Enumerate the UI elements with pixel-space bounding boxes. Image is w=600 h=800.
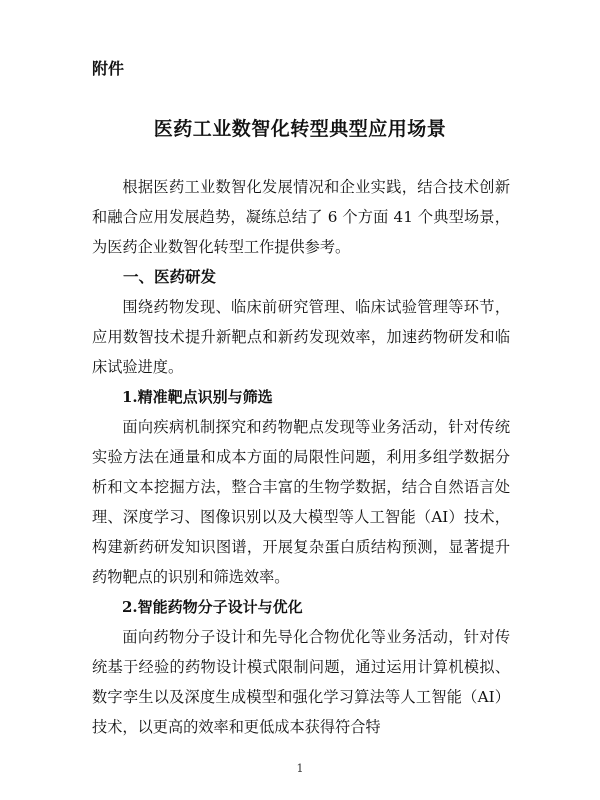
attachment-label: 附件 xyxy=(92,59,125,78)
page-number: 1 xyxy=(296,762,304,775)
intro-paragraph: 根据医药工业数智化发展情况和企业实践，结合技术创新和融合应用发展趋势，凝练总结了 6 个方面 41 个典型场景，为医药企业数智化转型工作提供参考。 xyxy=(92,178,510,256)
item-heading-molecule-design: 2.智能药物分子设计与优化 xyxy=(122,598,303,616)
section-body-research: 围绕药物发现、临床前研究管理、临床试验管理等环节，应用数智技术提升新靶点和新药发现效率，加速药物研发和临床试验进度。 xyxy=(92,298,510,376)
item-heading-target-identification: 1.精准靶点识别与筛选 xyxy=(122,388,273,406)
section-heading-research: 一、医药研发 xyxy=(123,268,217,286)
document-title: 医药工业数智化转型典型应用场景 xyxy=(153,118,447,140)
item-body-molecule-design: 面向药物分子设计和先导化合物优化等业务活动，针对传统基于经验的药物设计模式限制问题，通过运用计算机模拟、数字孪生以及深度生成模型和强化学习算法等人工智能（AI）技术，以更高的效率和更低成本获得符合特 xyxy=(92,628,510,736)
item-body-target-identification: 面向疾病机制探究和药物靶点发现等业务活动，针对传统实验方法在通量和成本方面的局限性问题，利用多组学数据分析和文本挖掘方法，整合丰富的生物学数据，结合自然语言处理、深度学习、图像识别以及大模型等人工智能（AI）技术，构建新药研发知识图谱，开展复杂蛋白质结构预测，显著提升药物靶点的识别和筛选效率。 xyxy=(92,418,510,586)
